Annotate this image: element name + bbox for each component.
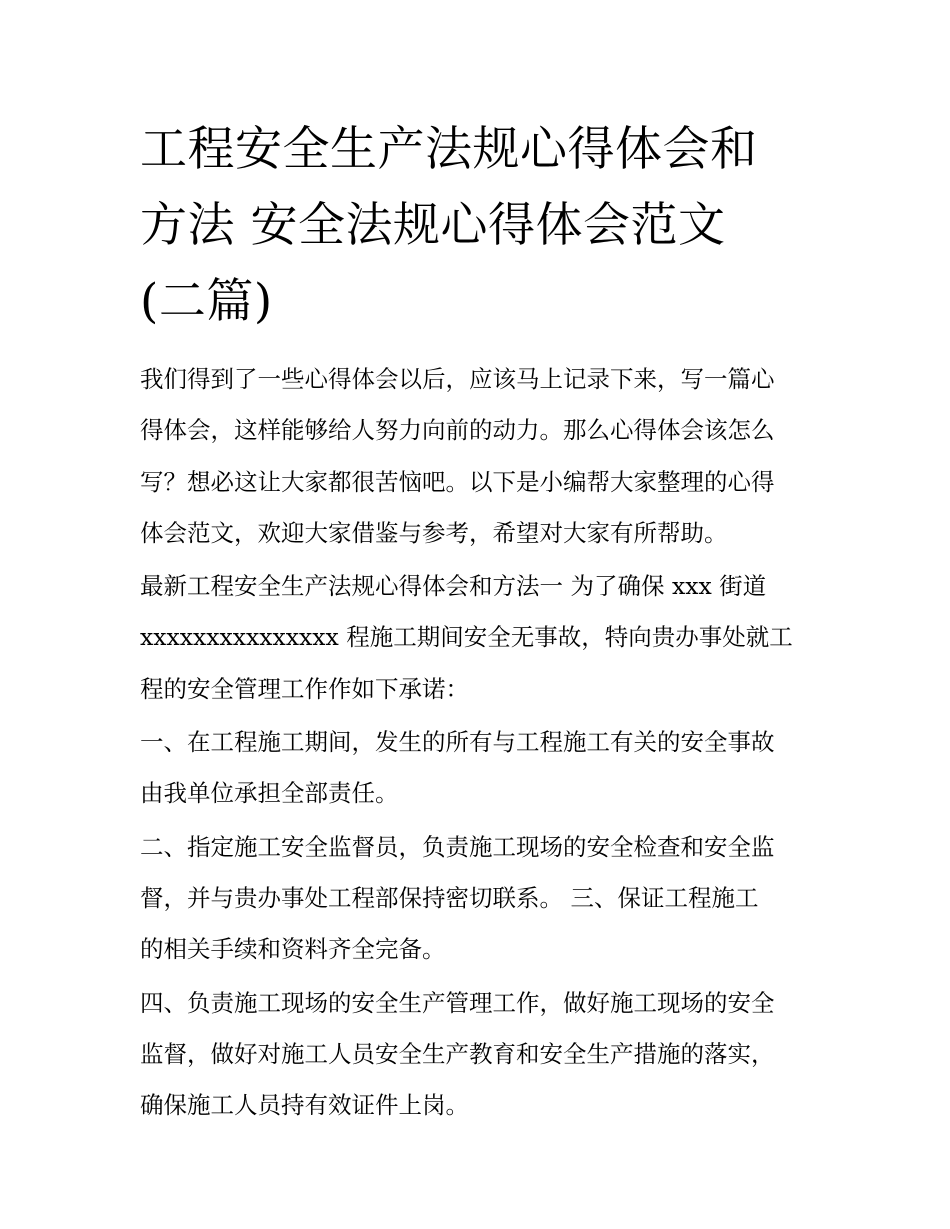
title-line: (二篇) (140, 274, 273, 329)
commitment-intro-paragraph (140, 561, 812, 715)
text-line: 我们得到了一些心得体会以后，应该马上记录下来，写一篇心 (140, 365, 775, 393)
document-body (140, 354, 812, 1133)
document-title (140, 112, 820, 340)
text-line: 由我单位承担全部责任。 (140, 779, 399, 808)
commitment-item-2 (140, 822, 812, 976)
text-line: 二、指定施工安全监督员，负责施工现场的安全检查和安全监 (140, 832, 775, 861)
text-line: xxxxxxxxxxxxxxx 程施工期间安全无事故，特向贵办事处就工 (140, 623, 793, 652)
text-line: 程的安全管理工作作如下承诺： (140, 674, 469, 703)
text-line: 写？想必这让大家都很苦恼吧。以下是小编帮大家整理的心得 (140, 467, 775, 496)
text-line: 监督，做好对施工人员安全生产教育和安全生产措施的落实， (140, 1039, 775, 1068)
text-line: 一、在工程施工期间，发生的所有与工程施工有关的安全事故 (140, 728, 775, 757)
commitment-item-1 (140, 717, 812, 820)
intro-paragraph (140, 354, 812, 559)
text-line: 体会范文，欢迎大家借鉴与参考，希望对大家有所帮助。 (140, 518, 728, 547)
text-line: 确保施工人员持有效证件上岗。 (140, 1091, 469, 1120)
text-line: 最新工程安全生产法规心得体会和方法一 为了确保 xxx 街道 (140, 572, 767, 601)
commitment-item-4 (140, 978, 812, 1132)
text-line: 督，并与贵办事处工程部保持密切联系。 三、保证工程施工 (140, 883, 759, 912)
text-line: 的相关手续和资料齐全完备。 (140, 935, 446, 964)
text-line: 四、负责施工现场的安全生产管理工作，做好施工现场的安全 (140, 988, 775, 1017)
title-line: 方法 安全法规心得体会范文 (140, 198, 726, 253)
text-line: 得体会，这样能够给人努力向前的动力。那么心得体会该怎么 (140, 416, 775, 445)
title-line: 工程安全生产法规心得体会和 (140, 122, 758, 177)
